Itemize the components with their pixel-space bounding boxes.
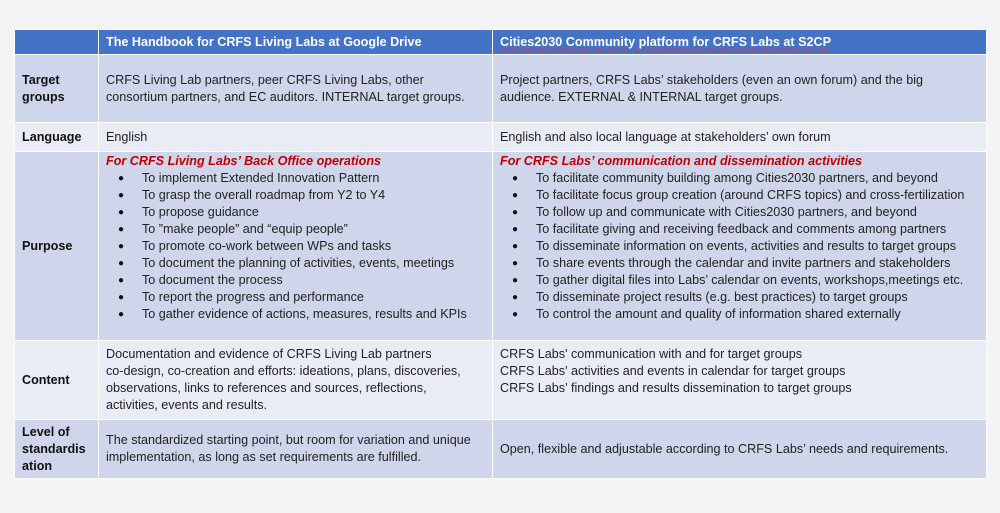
- header-handbook: The Handbook for CRFS Living Labs at Google Drive: [99, 30, 493, 55]
- row-label-purpose: Purpose: [15, 152, 99, 341]
- list-item: ● To facilitate focus group creation (around CRFS topics) and cross-fertilization: [512, 187, 979, 204]
- row-content: [15, 341, 987, 420]
- header-row: [15, 30, 987, 55]
- header-empty-cell: [15, 30, 99, 55]
- list-item: ● To control the amount and quality of information shared externally: [512, 306, 979, 323]
- cell-handbook-purpose: [99, 152, 493, 341]
- cell-platform-content: [493, 341, 987, 420]
- text-line: CRFS Labs' activities and events in calendar for target groups: [500, 364, 846, 378]
- list-item: ● To grasp the overall roadmap from Y2 to Y4: [118, 187, 485, 204]
- row-label-language: Language: [15, 123, 99, 152]
- label-line: ation: [22, 458, 53, 473]
- list-item: ● To share events through the calendar and invite partners and stakeholders: [512, 255, 979, 272]
- list-item: ● To gather digital files into Labs’ calendar on events, workshops,meetings etc.: [512, 272, 979, 289]
- list-item: ● To ”make people” and “equip people”: [118, 221, 485, 238]
- spacer: [500, 397, 979, 414]
- cell-platform-purpose: [493, 152, 987, 341]
- text-line: CRFS Labs' findings and results dissemination to target groups: [500, 381, 852, 395]
- list-item: ● To disseminate information on events, activities and results to target groups: [512, 238, 979, 255]
- handbook-purpose-list: [106, 170, 485, 323]
- cell-platform-standardisation: Open, flexible and adjustable according to CRFS Labs’ needs and requirements.: [493, 420, 987, 479]
- header-platform-text: Cities2030 Community platform for CRFS Labs at S2CP: [500, 34, 832, 49]
- row-language: [15, 123, 987, 152]
- platform-purpose-list: [500, 170, 979, 323]
- list-item: ● To follow up and communicate with Cities2030 partners, and beyond: [512, 204, 979, 221]
- comparison-table: [14, 29, 987, 479]
- row-label-content: Content: [15, 341, 99, 420]
- row-standardisation: [15, 420, 987, 479]
- header-platform: [493, 30, 987, 55]
- text-line: activities, events and results.: [106, 398, 267, 412]
- list-item: ● To report the progress and performance: [118, 289, 485, 306]
- text-line: co-design, co-creation and efforts: ideations, plans, discoveries,: [106, 364, 461, 378]
- handbook-purpose-lead: For CRFS Living Labs’ Back Office operations: [106, 154, 382, 168]
- label-line: standardis: [22, 441, 86, 456]
- cell-handbook-target-groups: CRFS Living Lab partners, peer CRFS Living Labs, other consortium partners, and EC auditors. INTERNAL target groups.: [99, 55, 493, 123]
- cell-handbook-content: [99, 341, 493, 420]
- text-line: Documentation and evidence of CRFS Living Lab partners: [106, 347, 432, 361]
- list-item: ● To facilitate giving and receiving feedback and comments among partners: [512, 221, 979, 238]
- cell-handbook-language: English: [99, 123, 493, 152]
- list-item: ● To disseminate project results (e.g. best practices) to target groups: [512, 289, 979, 306]
- cell-platform-language: English and also local language at stakeholders’ own forum: [493, 123, 987, 152]
- list-item: ● To document the process: [118, 272, 485, 289]
- list-item: ● To promote co-work between WPs and tasks: [118, 238, 485, 255]
- list-item: ● To gather evidence of actions, measures, results and KPIs: [118, 306, 485, 323]
- list-item: ● To implement Extended Innovation Pattern: [118, 170, 485, 187]
- list-item: ● To facilitate community building among Cities2030 partners, and beyond: [512, 170, 979, 187]
- text-line: CRFS Labs' communication with and for target groups: [500, 347, 802, 361]
- list-item: ● To propose guidance: [118, 204, 485, 221]
- row-label-standardisation: [15, 420, 99, 479]
- platform-purpose-lead: For CRFS Labs’ communication and dissemination activities: [500, 154, 863, 168]
- label-line: Level of: [22, 424, 70, 439]
- cell-platform-target-groups: Project partners, CRFS Labs’ stakeholders (even an own forum) and the big audience. EXTERNAL & INTERNAL target groups.: [493, 55, 987, 123]
- cell-handbook-standardisation: The standardized starting point, but room for variation and unique implementation, as long as set requirements are fulfilled.: [99, 420, 493, 479]
- list-item: ● To document the planning of activities, events, meetings: [118, 255, 485, 272]
- text-line: observations, links to references and sources, reflections,: [106, 381, 427, 395]
- row-purpose: [15, 152, 987, 341]
- row-target-groups: [15, 55, 987, 123]
- row-label-target-groups: Target groups: [15, 55, 99, 123]
